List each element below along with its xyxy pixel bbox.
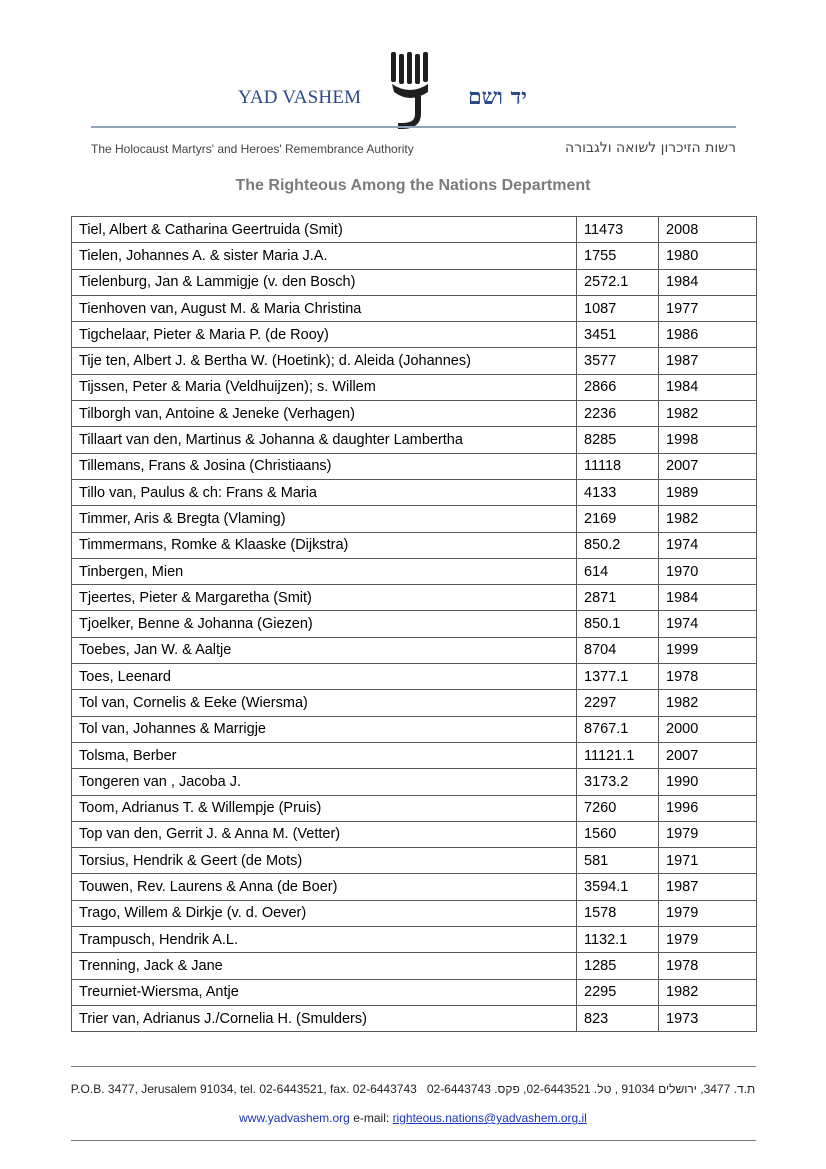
footer-address-hebrew: ת.ד. 3477, ירושלים 91034 , טל. 02-6443521, פקס. 02-6443743 [426,1082,756,1096]
table-row [72,479,757,505]
department-title: The Righteous Among the Nations Department [235,177,591,194]
recognition-year: 2000 [659,716,757,742]
recognition-year: 1982 [659,979,757,1005]
file-number: 3577 [577,348,659,374]
yad-vashem-menorah-logo-icon [388,50,438,130]
entry-name: Tongeren van , Jacoba J. [72,769,577,795]
table-row [72,558,757,584]
table-row [72,348,757,374]
table-row [72,243,757,269]
file-number: 850.1 [577,611,659,637]
entry-name: Tinbergen, Mien [72,558,577,584]
entry-name: Tolsma, Berber [72,742,577,768]
entry-name: Trampusch, Hendrik A.L. [72,927,577,953]
entry-name: Tijssen, Peter & Maria (Veldhuijzen); s. Willem [72,374,577,400]
file-number: 8704 [577,637,659,663]
entry-name: Toom, Adrianus T. & Willempje (Pruis) [72,795,577,821]
website-link[interactable]: www.yadvashem.org [239,1111,350,1125]
recognition-year: 2008 [659,217,757,243]
table-row [72,979,757,1005]
entry-name: Tigchelaar, Pieter & Maria P. (de Rooy) [72,322,577,348]
entry-name: Trenning, Jack & Jane [72,953,577,979]
table-row [72,742,757,768]
table-row [72,927,757,953]
recognition-year: 1999 [659,637,757,663]
file-number: 2236 [577,401,659,427]
table-row [72,585,757,611]
recognition-year: 1979 [659,900,757,926]
recognition-year: 1977 [659,295,757,321]
footer-address [0,1082,826,1096]
file-number: 8285 [577,427,659,453]
entry-name: Tielen, Johannes A. & sister Maria J.A. [72,243,577,269]
authority-name-english: The Holocaust Martyrs' and Heroes' Remembrance Authority [91,142,414,156]
recognition-year: 2007 [659,453,757,479]
table-row [72,295,757,321]
file-number: 3451 [577,322,659,348]
recognition-year: 1996 [659,795,757,821]
table-row [72,953,757,979]
file-number: 3594.1 [577,874,659,900]
entry-name: Tillo van, Paulus & ch: Frans & Maria [72,479,577,505]
footer-bottom-divider [71,1140,756,1141]
table-row [72,427,757,453]
file-number: 1132.1 [577,927,659,953]
email-link[interactable]: righteous.nations@yadvashem.org.il [392,1111,587,1125]
authority-name-hebrew: רשות הזיכרון לשואה ולגבורה [565,140,736,156]
table-row [72,217,757,243]
table-row [72,821,757,847]
file-number: 1560 [577,821,659,847]
file-number: 614 [577,558,659,584]
table-row [72,269,757,295]
recognition-year: 1984 [659,374,757,400]
entry-name: Trier van, Adrianus J./Cornelia H. (Smulders) [72,1005,577,1031]
righteous-list-table [71,216,757,1032]
recognition-year: 2007 [659,742,757,768]
file-number: 11118 [577,453,659,479]
recognition-year: 1990 [659,769,757,795]
file-number: 11121.1 [577,742,659,768]
recognition-year: 1982 [659,690,757,716]
entry-name: Torsius, Hendrik & Geert (de Mots) [72,848,577,874]
recognition-year: 1982 [659,506,757,532]
table-row [72,769,757,795]
recognition-year: 1984 [659,585,757,611]
recognition-year: 1989 [659,479,757,505]
recognition-year: 1979 [659,821,757,847]
entry-name: Tienhoven van, August M. & Maria Christina [72,295,577,321]
recognition-year: 1971 [659,848,757,874]
table-row [72,532,757,558]
recognition-year: 1973 [659,1005,757,1031]
org-name-english: YAD VASHEM [238,87,362,108]
recognition-year: 1974 [659,532,757,558]
table-row [72,506,757,532]
recognition-year: 1984 [659,269,757,295]
table-row [72,690,757,716]
file-number: 581 [577,848,659,874]
entry-name: Tilborgh van, Antoine & Jeneke (Verhagen) [72,401,577,427]
entry-name: Tiel, Albert & Catharina Geertruida (Smit) [72,217,577,243]
footer-top-divider [71,1066,756,1067]
entry-name: Tillaart van den, Martinus & Johanna & daughter Lambertha [72,427,577,453]
table-row [72,874,757,900]
file-number: 7260 [577,795,659,821]
header-divider [91,126,736,128]
table-row [72,401,757,427]
entry-name: Tije ten, Albert J. & Bertha W. (Hoetink); d. Aleida (Johannes) [72,348,577,374]
table-row [72,1005,757,1031]
table-row [72,611,757,637]
recognition-year: 1978 [659,664,757,690]
entry-name: Tol van, Johannes & Marrigje [72,716,577,742]
email-label: e-mail: [353,1111,390,1125]
file-number: 1087 [577,295,659,321]
entry-name: Tielenburg, Jan & Lammigje (v. den Bosch) [72,269,577,295]
table-row [72,322,757,348]
file-number: 2297 [577,690,659,716]
file-number: 2169 [577,506,659,532]
table-row [72,637,757,663]
table-row [72,848,757,874]
file-number: 11473 [577,217,659,243]
file-number: 2871 [577,585,659,611]
file-number: 1755 [577,243,659,269]
entry-name: Timmermans, Romke & Klaaske (Dijkstra) [72,532,577,558]
file-number: 2866 [577,374,659,400]
file-number: 8767.1 [577,716,659,742]
entry-name: Tol van, Cornelis & Eeke (Wiersma) [72,690,577,716]
recognition-year: 1987 [659,348,757,374]
file-number: 4133 [577,479,659,505]
table-row [72,900,757,926]
recognition-year: 1987 [659,874,757,900]
table-row [72,374,757,400]
table-row [72,795,757,821]
entry-name: Top van den, Gerrit J. & Anna M. (Vetter) [72,821,577,847]
file-number: 850.2 [577,532,659,558]
table-row [72,716,757,742]
recognition-year: 1978 [659,953,757,979]
table-row [72,453,757,479]
file-number: 2572.1 [577,269,659,295]
file-number: 1578 [577,900,659,926]
entry-name: Touwen, Rev. Laurens & Anna (de Boer) [72,874,577,900]
entry-name: Tjeertes, Pieter & Margaretha (Smit) [72,585,577,611]
footer-contact [0,1111,826,1125]
recognition-year: 1982 [659,401,757,427]
file-number: 1377.1 [577,664,659,690]
recognition-year: 1979 [659,927,757,953]
file-number: 1285 [577,953,659,979]
entry-name: Toebes, Jan W. & Aaltje [72,637,577,663]
entry-name: Toes, Leenard [72,664,577,690]
footer-address-english: P.O.B. 3477, Jerusalem 91034, tel. 02-6443521, fax. 02-6443743 [70,1082,417,1096]
recognition-year: 1998 [659,427,757,453]
file-number: 2295 [577,979,659,1005]
entry-name: Timmer, Aris & Bregta (Vlaming) [72,506,577,532]
file-number: 3173.2 [577,769,659,795]
file-number: 823 [577,1005,659,1031]
entry-name: Treurniet-Wiersma, Antje [72,979,577,1005]
table-row [72,664,757,690]
recognition-year: 1980 [659,243,757,269]
entry-name: Tjoelker, Benne & Johanna (Giezen) [72,611,577,637]
entry-name: Trago, Willem & Dirkje (v. d. Oever) [72,900,577,926]
org-name-hebrew: יד ושם [468,84,527,110]
recognition-year: 1970 [659,558,757,584]
recognition-year: 1986 [659,322,757,348]
entry-name: Tillemans, Frans & Josina (Christiaans) [72,453,577,479]
recognition-year: 1974 [659,611,757,637]
